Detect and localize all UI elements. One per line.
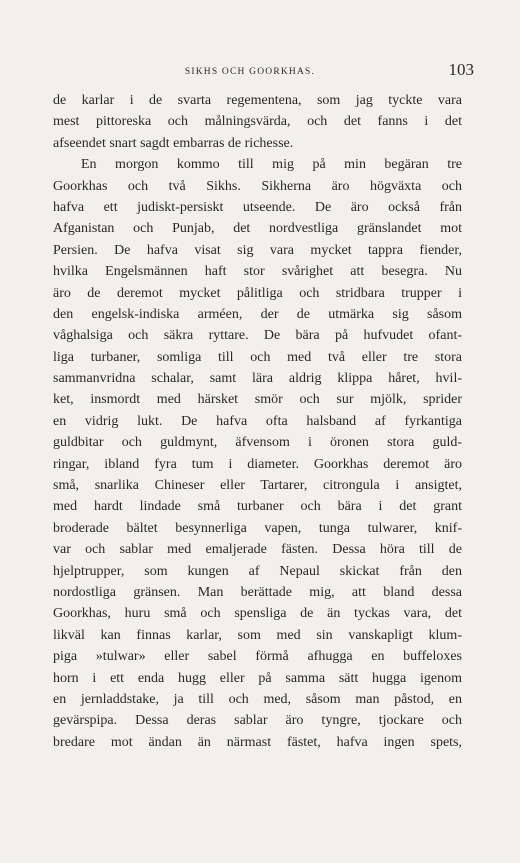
text-line: Goorkhas, huru små och spensliga de än tyckas vara, det bbox=[53, 606, 462, 622]
running-head-title: SIKHS OCH GOORKHAS. bbox=[184, 67, 316, 77]
text-line: ket, insmordt med härsket smör och sur mjölk, sprider bbox=[53, 392, 462, 408]
text-line: en jernladdstake, ja till och med, såsom man påstod, en bbox=[53, 691, 462, 707]
text-line: med hardt lindade små turbaner och bära i det grant bbox=[53, 499, 462, 515]
text-line: de karlar i de svarta regementena, som jag tyckte vara bbox=[53, 93, 462, 108]
text-line: sammanvridna schalar, samt lära aldrig klippa håret, hvil- bbox=[53, 371, 462, 387]
text-line: piga »tulwar» eller sabel förmå afhugga en buffeloxes bbox=[53, 649, 462, 665]
text-line: ringar, ibland fyra tum i diameter. Goorkhas deremot äro bbox=[53, 456, 462, 472]
text-line: afseendet snart sagdt embarras de richesse. bbox=[53, 135, 294, 151]
text-line: nordostliga gränsen. Man berättade mig, att bland dessa bbox=[53, 584, 462, 600]
text-line: liga turbaner, somliga till och med två eller tre stora bbox=[53, 349, 462, 365]
text-line: Afganistan och Punjab, det nordvestliga gränslandet mot bbox=[53, 221, 462, 237]
text-line: hvilka Engelsmännen haft stor svårighet att besegra. Nu bbox=[53, 264, 462, 280]
page-number: 103 bbox=[448, 60, 474, 79]
text-line: mest pittoreska och målningsvärda, och det fanns i det bbox=[53, 114, 462, 130]
text-line: likväl kan finnas karlar, som med sin vanskapligt klum- bbox=[53, 627, 462, 643]
text-line: den engelsk-indiska arméen, der de utmärka sig såsom bbox=[53, 306, 462, 322]
text-line: hjelptrupper, som kungen af Nepaul skickat från den bbox=[53, 563, 462, 579]
text-line: små, snarlika Chineser eller Tartarer, citrongula i ansigtet, bbox=[53, 478, 462, 494]
text-line: våghalsiga och säkra ryttare. De bära på hufvudet ofant- bbox=[53, 328, 462, 344]
body-text bbox=[53, 90, 462, 753]
text-line: en vidrig lukt. De hafva ofta halsband af fyrkantiga bbox=[53, 413, 462, 429]
text-line: broderade bältet besynnerliga vapen, tunga tulwarer, knif- bbox=[53, 520, 462, 536]
text-line: guldbitar och guldmynt, äfvensom i öronen stora guld- bbox=[53, 435, 462, 451]
text-line: gevärspipa. Dessa deras sablar äro tyngre, tjockare och bbox=[53, 713, 462, 729]
text-line: hafva ett judiskt-persiskt utseende. De äro också från bbox=[53, 199, 462, 215]
running-head bbox=[40, 60, 474, 82]
text-line: Goorkhas och två Sikhs. Sikherna äro högväxta och bbox=[53, 178, 462, 194]
text-line: var och sablar med emaljerade fästen. Dessa höra till de bbox=[53, 542, 462, 558]
text-line: horn i ett enda hugg eller på samma sätt hugga igenom bbox=[53, 670, 462, 686]
text-line: En morgon kommo till mig på min begäran tre bbox=[81, 157, 462, 173]
text-line: äro de deremot mycket pålitliga och stridbara trupper i bbox=[53, 285, 462, 301]
text-line: bredare mot ändan än närmast fästet, hafva ingen spets, bbox=[53, 734, 462, 750]
text-line: Persien. De hafva visat sig vara mycket tappra fiender, bbox=[53, 242, 462, 258]
